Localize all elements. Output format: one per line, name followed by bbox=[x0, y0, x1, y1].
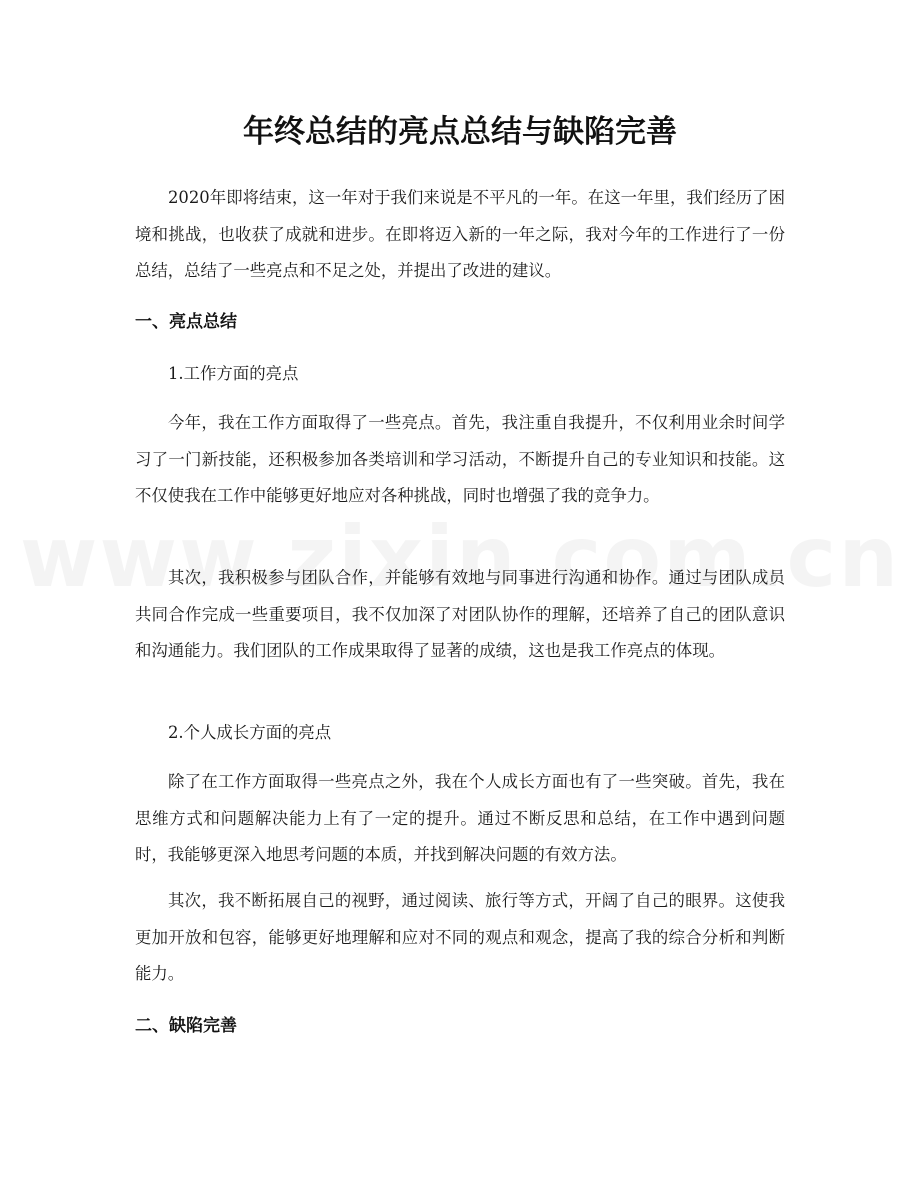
subheading-personal-growth: 2.个人成长方面的亮点 bbox=[168, 723, 332, 742]
section-heading-highlights: 一、亮点总结 bbox=[135, 312, 237, 332]
page-title: 年终总结的亮点总结与缺陷完善 bbox=[243, 114, 677, 150]
personal-growth-paragraph-2: 其次，我不断拓展自己的视野，通过阅读、旅行等方式，开阔了自己的眼界。这使我更加开放和包容，能够更好地理解和应对不同的观点和观念，提高了我的综合分析和判断能力。 bbox=[135, 891, 785, 984]
work-highlights-paragraph-2: 其次，我积极参与团队合作，并能够有效地与同事进行沟通和协作。通过与团队成员共同合作完成一些重要项目，我不仅加深了对团队协作的理解，还培养了自己的团队意识和沟通能力。我们团队的工作成果取得了显著的成绩，这也是我工作亮点的体现。 bbox=[135, 568, 785, 661]
personal-growth-paragraph-1: 除了在工作方面取得一些亮点之外，我在个人成长方面也有了一些突破。首先，我在思维方式和问题解决能力上有了一定的提升。通过不断反思和总结，在工作中遇到问题时，我能够更深入地思考问题的本质，并找到解决问题的有效方法。 bbox=[135, 772, 785, 865]
subheading-work-highlights: 1.工作方面的亮点 bbox=[168, 364, 299, 383]
work-highlights-paragraph-1: 今年，我在工作方面取得了一些亮点。首先，我注重自我提升，不仅利用业余时间学习了一门新技能，还积极参加各类培训和学习活动，不断提升自己的专业知识和技能。这不仅使我在工作中能够更好地应对各种挑战，同时也增强了我的竞争力。 bbox=[135, 413, 785, 506]
intro-paragraph: 2020年即将结束，这一年对于我们来说是不平凡的一年。在这一年里，我们经历了困境和挑战，也收获了成就和进步。在即将迈入新的一年之际，我对今年的工作进行了一份总结，总结了一些亮点和不足之处，并提出了改进的建议。 bbox=[135, 188, 785, 281]
section-heading-defects: 二、缺陷完善 bbox=[135, 1016, 237, 1036]
